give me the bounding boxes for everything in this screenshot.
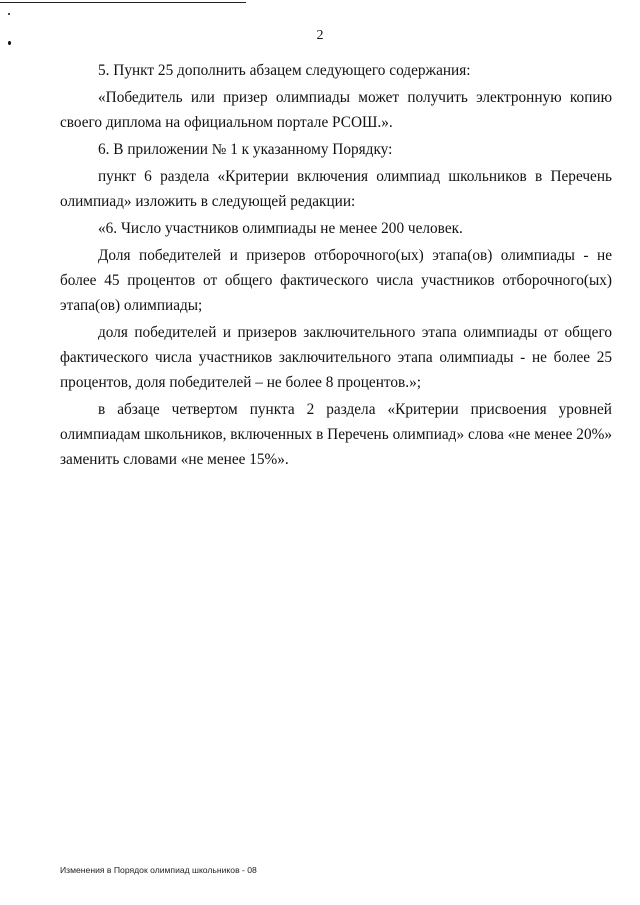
paragraph-item-6: 6. В приложении № 1 к указанному Порядку: [98, 141, 393, 158]
scan-speck [8, 13, 10, 15]
paragraph-level-criteria: в абзаце четвертом пункта 2 раздела «Критерии присвоения уровней олимпиадам школьников, включенных в Перечень олимпиад» слова «не менее 20%» заменить словами «не менее 15%». [60, 401, 612, 468]
document-footer: Изменения в Порядок олимпиад школьников - 08 [60, 865, 257, 875]
paragraph-qualifying-share: Доля победителей и призеров отборочного(ых) этапа(ов) олимпиады - не более 45 процентов от общего фактического числа участников отборочного(ых) этапа(ов) олимпиады; [60, 247, 612, 314]
paragraph-item-5-text: «Победитель или призер олимпиады может получить электронную копию своего диплома на официальном портале РСОШ.». [60, 89, 612, 131]
scan-edge-line [0, 2, 246, 3]
paragraph-item-5: 5. Пункт 25 дополнить абзацем следующего содержания: [98, 62, 471, 79]
page-number: 2 [316, 28, 324, 43]
paragraph-item-6-intro: пункт 6 раздела «Критерии включения олимпиад школьников в Перечень олимпиад» изложить в следующей редакции: [60, 168, 612, 210]
paragraph-final-share: доля победителей и призеров заключительного этапа олимпиады от общего фактического числа участников заключительного этапа олимпиады - не более 25 процентов, доля победителей – не более 8 процентов.»; [60, 324, 612, 391]
paragraph-participants: «6. Число участников олимпиады не менее 200 человек. [98, 220, 463, 237]
document-body [60, 58, 612, 474]
